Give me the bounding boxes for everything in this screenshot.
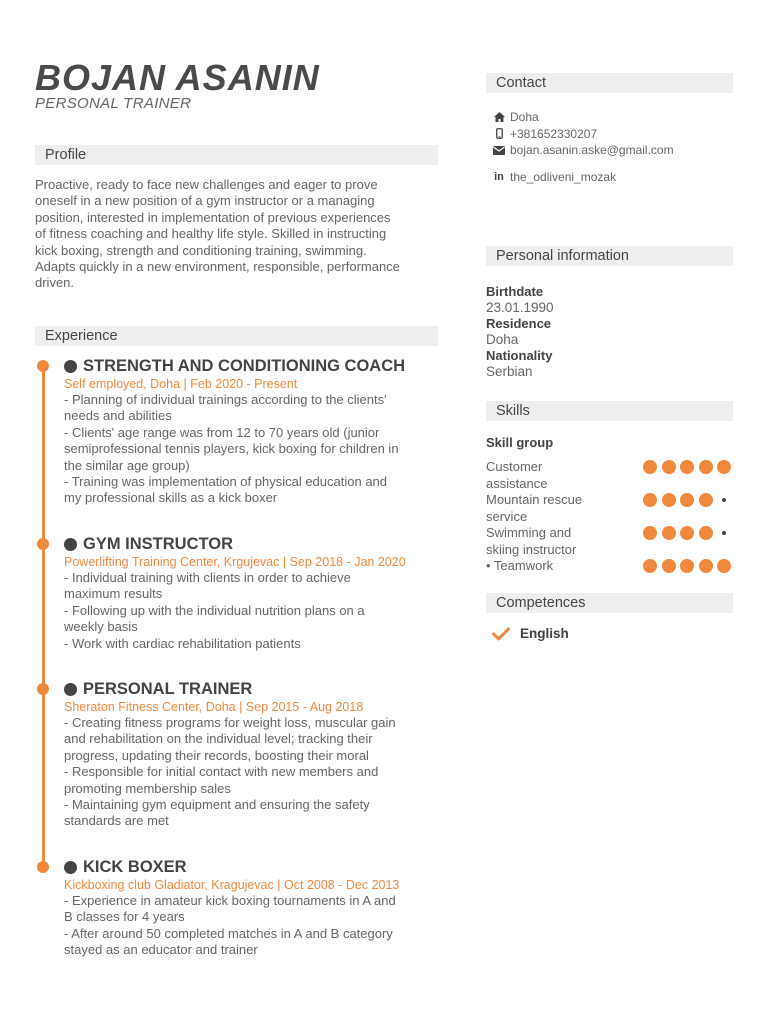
rating-dot-filled [643, 493, 657, 507]
skill-name-line: service [486, 508, 528, 524]
job-line: and rehabilitation on the individual level; tracking their [64, 731, 373, 747]
job-line: - Individual training with clients in order to achieve [64, 570, 351, 585]
contact-phone [493, 126, 753, 143]
timeline-dot [37, 360, 49, 372]
job-line: - Maintaining gym equipment and ensuring the safety [64, 797, 370, 813]
job-line: my professional skills as a kick boxer [64, 490, 278, 506]
profile-line: of fitness coaching and healthy life style. Skilled in instructing [35, 226, 387, 242]
rating-dot-empty [717, 526, 731, 540]
job-title-text: STRENGTH AND CONDITIONING COACH [83, 357, 406, 375]
check-icon [492, 627, 510, 641]
rating-dot-filled [680, 559, 694, 573]
rating-dot-filled [699, 526, 713, 540]
section-contact: Contact [486, 73, 733, 93]
job-line: B classes for 4 years [64, 909, 185, 925]
job-line: standards are met [64, 813, 169, 829]
rating-dot-filled [662, 526, 676, 540]
contact-location-text: Doha [510, 110, 539, 125]
rating-dot-filled [699, 559, 713, 573]
job-line: weekly basis [64, 619, 138, 635]
skill-rating [643, 526, 736, 540]
bullet-icon [64, 538, 77, 551]
job-description [64, 893, 444, 959]
experience-timeline [42, 365, 45, 868]
rating-dot-filled [643, 460, 657, 474]
job-line: progress, updating their records, boosting their moral [64, 747, 369, 763]
residence-value: Doha [486, 332, 519, 347]
profile-line: position, interested in implementation of previous experiences [35, 209, 391, 225]
skill-rating [643, 559, 736, 573]
skill-name [486, 558, 606, 575]
skill-name-line: • Teamwork [486, 558, 554, 573]
section-skills: Skills [486, 401, 733, 421]
job-title-text: PERSONAL TRAINER [83, 680, 253, 698]
rating-dot-filled [680, 460, 694, 474]
job-line: stayed as an educator and trainer [64, 942, 258, 958]
section-personal-information: Personal information [486, 246, 733, 266]
rating-dot-filled [643, 526, 657, 540]
job-line: - Responsible for initial contact with new members and [64, 764, 379, 780]
birthdate-label: Birthdate [486, 284, 544, 299]
job-line: - Training was implementation of physical education and [64, 474, 388, 490]
birthdate-value: 23.01.1990 [486, 300, 554, 315]
skill-name [486, 492, 606, 525]
competence-label: English [520, 626, 569, 641]
rating-dot-filled [699, 460, 713, 474]
job-meta: Self employed, Doha | Feb 2020 - Present [64, 377, 298, 391]
job-line: - Following up with the individual nutrition plans on a [64, 602, 365, 618]
skill-name-line: Swimming and [486, 525, 572, 540]
job-meta: Sheraton Fitness Center, Doha | Sep 2015 - Aug 2018 [64, 700, 364, 714]
job-title-text: KICK BOXER [83, 858, 187, 876]
contact-phone-text[interactable]: +381652330207 [510, 126, 598, 141]
job-line: the similar age group) [64, 457, 190, 473]
skill-group-title: Skill group [486, 435, 554, 450]
experience-entry [64, 534, 444, 652]
timeline-dot [37, 538, 49, 550]
rating-dot-filled [717, 559, 731, 573]
profile-summary [35, 177, 440, 292]
job-line: - Planning of individual trainings according to the clients' [64, 392, 387, 407]
skill-name-line: assistance [486, 475, 548, 491]
competence-item [492, 626, 569, 641]
rating-dot-filled [662, 460, 676, 474]
job-line: semiprofessional tennis players, kick boxing for children in [64, 441, 399, 457]
bullet-icon [64, 360, 77, 373]
residence-label: Residence [486, 316, 552, 331]
skill-rating [643, 460, 736, 474]
rating-dot-filled [662, 493, 676, 507]
job-line: - Clients' age range was from 12 to 70 years old (junior [64, 424, 380, 440]
section-competences: Competences [486, 593, 733, 613]
rating-dot-filled [662, 559, 676, 573]
rating-dot-filled [680, 493, 694, 507]
job-description [64, 392, 444, 507]
phone-icon [493, 128, 505, 139]
section-experience: Experience [35, 326, 438, 346]
rating-dot-filled [717, 460, 731, 474]
job-meta: Kickboxing club Gladiator, Kragujevac | Oct 2008 - Dec 2013 [64, 878, 400, 892]
profile-line: Proactive, ready to face new challenges and eager to prove [35, 177, 378, 192]
bullet-icon [64, 683, 77, 696]
envelope-icon [493, 146, 505, 155]
timeline-dot [37, 861, 49, 873]
contact-list [493, 109, 753, 185]
skill-name [486, 459, 606, 492]
skill-name-line: Customer [486, 459, 543, 474]
skill-name [486, 525, 606, 558]
nationality-value: Serbian [486, 364, 533, 379]
home-icon [493, 112, 505, 122]
section-profile: Profile [35, 145, 438, 165]
personal-information [486, 284, 736, 380]
job-title [64, 679, 444, 699]
contact-email [493, 142, 753, 159]
job-description [64, 715, 444, 830]
profile-line: Adapts quickly in a new environment, responsible, performance [35, 259, 400, 275]
profile-line: driven. [35, 275, 75, 291]
timeline-dot [37, 683, 49, 695]
job-title [64, 356, 444, 376]
job-line: needs and abilities [64, 408, 172, 424]
contact-linkedin [493, 169, 753, 186]
profile-line: oneself in a new position of a gym instructor or a managing [35, 193, 375, 209]
candidate-title: PERSONAL TRAINER [35, 95, 192, 112]
skill-name-line: skiing instructor [486, 541, 577, 557]
rating-dot-empty [717, 493, 731, 507]
bullet-icon [64, 861, 77, 874]
experience-entry [64, 679, 444, 830]
job-line: promoting membership sales [64, 780, 231, 796]
job-meta: Powerlifting Training Center, Krgujevac | Sep 2018 - Jan 2020 [64, 555, 406, 569]
job-description [64, 570, 444, 652]
contact-linkedin-text[interactable]: the_odliveni_mozak [510, 169, 617, 184]
rating-dot-filled [699, 493, 713, 507]
contact-location [493, 109, 753, 126]
job-line: - Work with cardiac rehabilitation patients [64, 635, 301, 651]
job-title-text: GYM INSTRUCTOR [83, 535, 234, 553]
rating-dot-filled [643, 559, 657, 573]
nationality-label: Nationality [486, 348, 553, 363]
experience-entry [64, 356, 444, 507]
linkedin-icon: in [494, 170, 504, 183]
job-line: - Creating fitness programs for weight loss, muscular gain [64, 715, 396, 730]
skill-rating [643, 493, 736, 507]
job-line: maximum results [64, 586, 163, 602]
skill-name-line: Mountain rescue [486, 492, 583, 507]
rating-dot-filled [680, 526, 694, 540]
contact-email-text[interactable]: bojan.asanin.aske@gmail.com [510, 143, 674, 158]
job-title [64, 534, 444, 554]
job-line: - After around 50 completed matches in A and B category [64, 925, 393, 941]
job-line: - Experience in amateur kick boxing tournaments in A and [64, 893, 396, 908]
job-title [64, 857, 444, 877]
candidate-name: BOJAN ASANIN [35, 57, 320, 98]
experience-entry [64, 857, 444, 959]
profile-line: kick boxing, strength and conditioning training, swimming. [35, 242, 367, 258]
